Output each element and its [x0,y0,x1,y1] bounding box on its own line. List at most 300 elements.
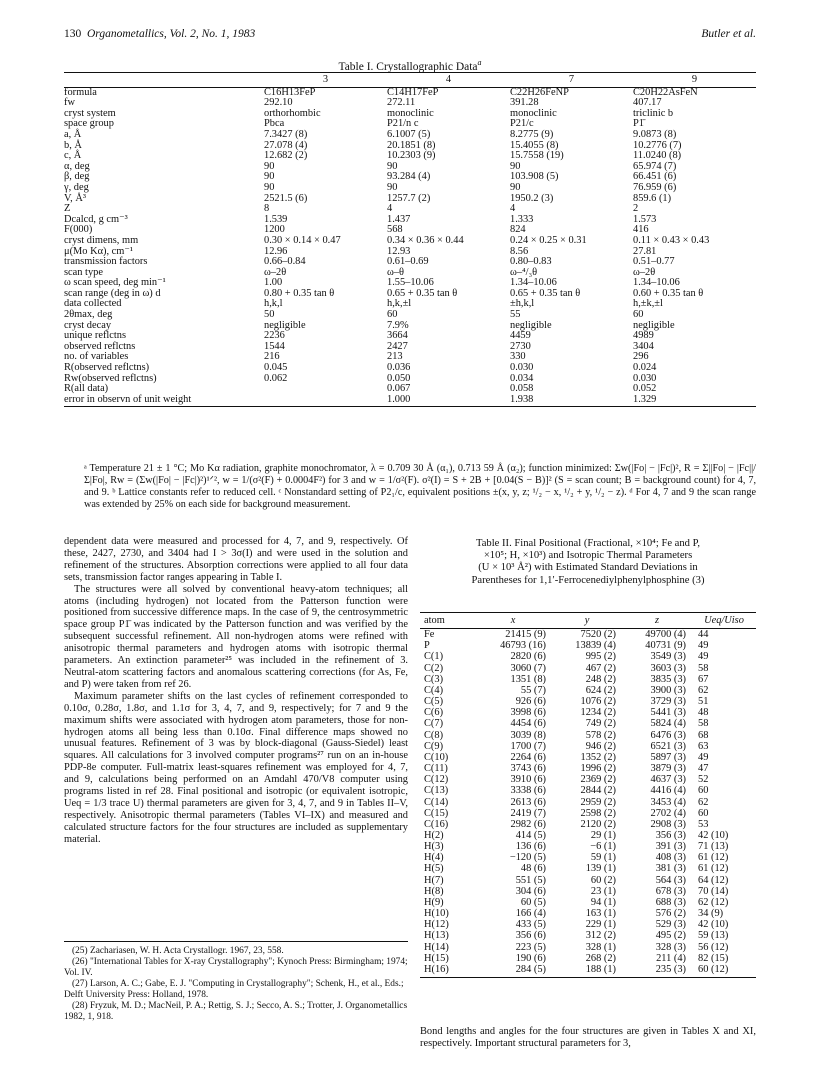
table1-cell: 76.959 (6) [633,181,677,193]
table2-cell: 166 (4) [515,908,546,920]
table1-cell: 2521.5 (6) [264,192,308,204]
table2-row [420,797,756,808]
table1-cell: 60 [387,309,398,321]
table2-row [420,819,756,830]
table1-cell: 0.51–0.77 [633,256,675,268]
table2-atom-label: H(16) [420,964,474,978]
table2-atom-label: C(3) [424,673,444,685]
table2-header-atom: atom [420,613,474,629]
table2-atom-label: C(14) [424,796,449,808]
table2-cell: 62 [698,796,709,808]
table2-cell: 688 (3) [655,896,686,908]
table2-cell: 2369 (2) [580,774,616,786]
table2-cell: 67 [698,673,709,685]
table2-atom-label: H(9) [424,896,444,908]
table2-cell: 624 (2) [585,684,616,696]
table2-cell: 68 [698,729,709,741]
table2-cell: 188 (1) [552,964,622,978]
table1-cell: 407.17 [633,97,662,109]
table2-row [420,696,756,707]
table1-cell: 568 [387,224,403,236]
table2-atom-label: C(7) [424,718,444,730]
table1-cell: 1.34–10.06 [510,277,557,289]
table1-cell: 50 [264,309,275,321]
table1-cell: 9.0873 (8) [633,128,677,140]
table2-atom-label: H(10) [424,908,449,920]
table2-cell: 229 (1) [585,919,616,931]
table1-cell: 0.66–0.84 [264,256,306,268]
table2-cell: 5897 (3) [650,751,686,763]
table1-cell: 0.60 + 0.35 tan θ [633,287,704,299]
table2-cell: 60 (2) [590,874,616,886]
table1-cell: 8 [264,203,270,215]
table1-cell: negligible [264,319,306,331]
table1-cell: negligible [633,319,675,331]
table1-cell: 824 [510,224,526,236]
table2-cell: 48 [698,707,709,719]
table2-cell: 55 (7) [520,684,546,696]
table2-cell: 2982 (6) [510,818,546,830]
table2-cell: 163 (1) [585,908,616,920]
table1-cell: 1.437 [387,213,411,225]
table2-row [420,663,756,674]
table1-row [64,215,756,226]
table2-row [420,930,756,941]
table2-cell: 3998 (6) [510,707,546,719]
table2-cell: 61 (12) [698,852,729,864]
table2-cell: 1700 (7) [510,740,546,752]
table2-atom-label: C(4) [424,684,444,696]
table2-row [420,707,756,718]
table2-cell: 49700 (4) [645,629,686,641]
table1-cell: h,k,l [264,298,283,310]
table1-param-label: F(000) [64,224,93,236]
table2-cell: 995 (2) [585,651,616,663]
table2-cell: 284 (5) [474,964,552,978]
table2-cell: 381 (3) [655,863,686,875]
table1-cell: C16H13FeP [264,86,316,98]
table1-cell: 12.93 [387,245,411,257]
table1-cell: 0.036 [387,362,411,374]
table1-param-label: scan type [64,266,103,278]
table2-cell: 59 (1) [590,852,616,864]
table2-header-y: y [552,613,622,629]
table1-cell: 7.3427 (8) [264,128,308,140]
table2-cell: 1076 (2) [580,696,616,708]
table2-cell: 71 (13) [698,841,729,853]
table1-cell: 90 [510,181,521,193]
table1-cell: 292.10 [264,97,293,109]
table2-atom-label: C(16) [424,818,449,830]
running-head [64,28,756,46]
table2-row [420,752,756,763]
table1-cell: C20H22AsFeN [633,86,698,98]
table1-param-label: unique reflctns [64,330,127,342]
table2-cell: 223 (5) [515,941,546,953]
table2-cell: 139 (1) [585,863,616,875]
body-text-right: Bond lengths and angles for the four structures are given in Tables X and XI, respectively. Important structural parameters for 3, [420,1026,756,1049]
table1-param-label: data collected [64,298,122,310]
table1-cell: 0.052 [633,383,657,395]
table1-cell: 65.974 (7) [633,160,677,172]
table1-cell: 1.333 [510,213,534,225]
table1-cell: 2236 [264,330,285,342]
table1-title-text: Table I. Crystallographic Data [338,60,478,73]
table1-cell: 3664 [387,330,408,342]
table1-param-label: ω scan speed, deg min⁻¹ [64,277,166,289]
table1-cell: 90 [387,181,398,193]
table2-row [420,741,756,752]
table1-header-compound: 3 [264,73,387,88]
table1-cell: 1.573 [633,213,657,225]
table1-cell: 2730 [510,340,531,352]
table2-cell: 59 (13) [698,930,729,942]
table2-cell: 312 (2) [585,930,616,942]
table2-cell: 268 (2) [585,952,616,964]
table2-cell: 2702 (4) [650,807,686,819]
table1-row [64,183,756,194]
table1-cell: h,k,±l [387,298,412,310]
table1-cell: 90 [264,181,275,193]
table2-atom-label: H(5) [424,863,444,875]
table1-cell: 90 [510,160,521,172]
table1-cell: C14H17FeP [387,86,439,98]
table1-cell: 4 [387,203,393,215]
reference-item: (27) Larson, A. C.; Gabe, E. J. "Computing in Crystallography"; Schenk, H., et al., Eds.; Delft University Press: Holland, 1978. [64,979,404,1000]
table1-cell: P21/n c [387,118,419,130]
table1-row [64,194,756,205]
table2-positional-parameters [420,612,756,978]
table2-cell: 2820 (6) [510,651,546,663]
table2-cell: 53 [698,818,709,830]
table1-param-label: formula [64,86,97,98]
table2-cell: 2264 (6) [510,751,546,763]
table2-cell: 328 (3) [655,941,686,953]
table1-param-label: 2θmax, deg [64,309,113,321]
table2-title-line: Parentheses for 1,1′-Ferrocenediylphenylphosphine (3) [471,574,705,586]
table1-cell: 0.65 + 0.35 tan θ [387,287,458,299]
table2-cell: 29 (1) [590,829,616,841]
table1-row [64,342,756,353]
table1-cell: 15.4055 (8) [510,139,559,151]
table1-cell: 859.6 (1) [633,192,672,204]
table2-cell: 391 (3) [655,841,686,853]
table2-atom-label: C(5) [424,696,444,708]
table2-atom-label: H(7) [424,874,444,886]
table1-cell [264,384,387,395]
references-footnotes [64,941,408,1023]
table1-cell: monoclinic [387,107,434,119]
table1-cell: ω–2θ [264,266,287,278]
table2-cell: 356 (6) [515,930,546,942]
table2-row [420,785,756,796]
table1-header-blank [64,73,264,88]
table2-row [420,763,756,774]
table2-atom-label: C(1) [424,651,444,663]
table1-cell: 216 [264,351,280,363]
table2-cell: 34 (9) [698,908,724,920]
table2-atom-label: C(15) [424,807,449,819]
table1-param-label: cryst system [64,107,116,119]
table1-cell: 4 [510,203,516,215]
table1-cell: 0.34 × 0.36 × 0.44 [387,234,464,246]
table2-cell: 2959 (2) [580,796,616,808]
table2-cell: 749 (2) [585,718,616,730]
table1-param-label: no. of variables [64,351,129,363]
table2-cell: 576 (2) [655,908,686,920]
table1-cell: 55 [510,309,521,321]
table2-cell: 3453 (4) [650,796,686,808]
table2-atom-label: C(13) [424,785,449,797]
table2-row [420,886,756,897]
table2-cell: 328 (1) [585,941,616,953]
table1-cell: 0.65 + 0.35 tan θ [510,287,581,299]
table2-cell: 1351 (8) [510,673,546,685]
table2-cell: −120 (5) [509,852,546,864]
table2-cell: 42 (10) [698,919,729,931]
table2-cell: 4454 (6) [510,718,546,730]
table1-header-compound: 4 [387,73,510,88]
table2-cell: 49 [698,651,709,663]
table2-cell: 94 (1) [590,896,616,908]
table2-cell: 51 [698,696,709,708]
reference-item: (28) Fryzuk, M. D.; MacNeil, P. A.; Rettig, S. J.; Secco, A. S.; Trotter, J. Organometallics 1982, 1, 918. [64,1001,408,1022]
table2-cell: 60 (5) [520,896,546,908]
table1-param-label: error in observn of unit weight [64,395,264,407]
table1-cell: 0.062 [264,372,288,384]
table2-atom-label: H(15) [424,952,449,964]
table2-cell: 82 (15) [698,952,729,964]
table2-cell: 3549 (3) [650,651,686,663]
table2-atom-label: C(2) [424,662,444,674]
table1-cell: 60 [633,309,644,321]
table1-param-label: fw [64,97,75,109]
table1-cell: ω–⁴/₃θ [510,266,538,278]
table2-atom-label: C(11) [424,763,448,775]
running-head-authors: Butler et al. [701,28,756,40]
table2-atom-label: H(13) [424,930,449,942]
table1-param-label: cryst dimens, mm [64,234,139,246]
table1-title-footnote-mark: a [477,58,482,67]
table1-cell: 93.284 (4) [387,171,431,183]
table2-cell: 3879 (3) [650,763,686,775]
table1-row [64,395,756,407]
table2-row [420,875,756,886]
table1-param-label: R(observed reflctns) [64,362,150,374]
table2-cell: 3603 (3) [650,662,686,674]
table2-cell: 13839 (4) [575,640,616,652]
table1-cell: h,±k,±l [633,298,663,310]
table1-param-label: c, Å [64,150,82,162]
table1-cell: 0.058 [510,383,534,395]
table2-cell: 46793 (16) [500,640,546,652]
table1-cell: 1950.2 (3) [510,192,554,204]
table1-param-label: space group [64,118,114,130]
table1-cell: 0.034 [510,372,534,384]
table2-atom-label: H(4) [424,852,444,864]
table1-cell: 0.030 [633,372,657,384]
table1-cell: 4459 [510,330,531,342]
table2-row [420,651,756,662]
table2-cell: 52 [698,774,709,786]
table2-cell: 2844 (2) [580,785,616,797]
table1-param-label: b, Å [64,139,82,151]
table1-cell: 0.050 [387,372,411,384]
table1-cell: 391.28 [510,97,539,109]
table2-cell: 7520 (2) [580,629,616,641]
table2-cell: 4637 (3) [650,774,686,786]
table1-cell: 4989 [633,330,654,342]
table1-cell: 1544 [264,340,285,352]
table2-atom-label: C(8) [424,729,444,741]
table1-cell: 296 [633,351,649,363]
table2-cell: 58 [698,718,709,730]
table1-cell: 90 [264,160,275,172]
table1-param-label: observed reflctns [64,340,136,352]
table2-cell: 2613 (6) [510,796,546,808]
table2-atom-label: P [424,640,430,652]
table1-cell: 0.80 + 0.35 tan θ [264,287,335,299]
table2-row [420,908,756,919]
table2-cell: 551 (5) [515,874,546,886]
table2-cell: 235 (3) [622,964,692,978]
table1-cell: 272.11 [387,97,416,109]
table2-cell: 62 (12) [698,896,729,908]
table1-cell: orthorhombic [264,107,321,119]
table1-cell: 1.000 [387,395,510,407]
table2-cell: 3729 (3) [650,696,686,708]
table1-cell: negligible [510,319,552,331]
table2-atom-label: Fe [424,629,435,641]
table2-cell: 56 (12) [698,941,729,953]
table1-cell: 90 [264,171,275,183]
table1-cell: ±h,k,l [510,298,535,310]
table1-param-label: β, deg [64,171,90,183]
table1-cell: 15.7558 (19) [510,150,564,162]
table2-cell: 356 (3) [655,829,686,841]
table1-cell: 1257.7 (2) [387,192,431,204]
table1-cell: 103.908 (5) [510,171,559,183]
table2-cell: 64 (12) [698,874,729,886]
table1-cell: 1.329 [633,395,756,407]
table2-cell: 433 (5) [515,919,546,931]
table1-param-label: transmission factors [64,256,148,268]
table2-header-u: Ueq/Uiso [692,613,756,629]
table1-row [64,130,756,141]
table1-cell: 8.2775 (9) [510,128,554,140]
table1-cell: P21/c [510,118,534,130]
table2-title-line: (U × 10³ Å²) with Estimated Standard Deviations in [478,562,698,574]
table2-cell: 62 [698,684,709,696]
table1-cell: 20.1851 (8) [387,139,436,151]
table2-cell: 529 (3) [655,919,686,931]
table1-cell: 27.078 (4) [264,139,308,151]
table2-atom-label: C(9) [424,740,444,752]
table2-cell: 63 [698,740,709,752]
table1-header-compound: 7 [510,73,633,88]
table1-cell: 1.539 [264,213,288,225]
table2-cell: 2120 (2) [580,818,616,830]
table2-row [420,919,756,930]
table2-cell: 3338 (6) [510,785,546,797]
table2-row [420,718,756,729]
table1-cell: 1.34–10.06 [633,277,680,289]
table2-row [420,730,756,741]
table1-cell: 213 [387,351,403,363]
table1-cell: 1.938 [510,395,633,407]
table2-cell: 60 (12) [692,964,756,978]
table1-cell: 3404 [633,340,654,352]
journal-citation: Organometallics, Vol. 2, No. 1, 1983 [87,28,256,40]
table1-cell: 27.81 [633,245,657,257]
table1-param-label: Dcalcd, g cm⁻³ [64,213,128,225]
table1-cell: 11.0240 (8) [633,150,682,162]
table1-cell: P1̄ [633,118,644,130]
table2-cell: 6476 (3) [650,729,686,741]
table1-title [64,58,756,73]
table2-cell: −6 (1) [590,841,616,853]
table1-footnote: ᵃ Temperature 21 ± 1 °C; Mo Kα radiation, graphite monochromator, λ = 0.709 30 Å (α₁), 0.713 59 Å (α₂); function minimized: Σw(|Fo| − |Fc|)², R = Σ||Fo| − |Fc||/Σ|Fo|, Rw = (Σw(|Fo| − |Fc|)²)¹ᐟ², w = 1/(σ²(F) + 0.0004F²) for 3 and w = 1/σ²(F). σ²(I) = S + 2B + [0.04(S − B)]² (S = scan count; B = background count) for 4, 7, and 9. ᵇ Lattice constants refer to reduced cell. ᶜ Nonstandard setting of P2₁/c, equivalent positions ±(x, y, z; ¹/₂ − x, ¹/₂ + y, ¹/₂ − z). ᵈ For 4, 7 and 9 the scan range was extended by 25% on each side for background measurement. [84,463,756,510]
table2-title-line: Table II. Final Positional (Fractional, ×10⁴; Fe and P, [475,538,700,549]
table2-cell: 6521 (3) [650,740,686,752]
table2-cell: 564 (3) [655,874,686,886]
table2-cell: 58 [698,662,709,674]
table1-param-label: α, deg [64,160,90,172]
table2-cell: 61 (12) [698,863,729,875]
table2-cell: 42 (10) [698,829,729,841]
table1-cell: 7.9% [387,319,409,331]
table1-cell: ω–θ [387,266,405,278]
table2-cell: 49 [698,640,709,652]
table1-cell: 10.2303 (9) [387,150,436,162]
table1-cell: 0.030 [510,362,534,374]
table2-cell: 2419 (7) [510,807,546,819]
table2-cell: 49 [698,751,709,763]
table1-param-label: Rw(observed reflctns) [64,372,157,384]
table2-cell: 40731 (9) [645,640,686,652]
table2-atom-label: H(14) [424,941,449,953]
table1-param-label: cryst decay [64,319,112,331]
table2-cell: 3039 (8) [510,729,546,741]
table1-row [64,236,756,247]
running-head-left [64,28,255,40]
table2-atom-label: H(12) [424,919,449,931]
table2-row [420,674,756,685]
table2-row [420,808,756,819]
table1-row [64,299,756,310]
table2-cell: 3060 (7) [510,662,546,674]
table1-cell: 0.80–0.83 [510,256,552,268]
table1-cell: 0.024 [633,362,657,374]
table1-cell: 330 [510,351,526,363]
table2-atom-label: C(10) [424,751,449,763]
table1-header-row [64,73,756,88]
body-paragraph: Maximum parameter shifts on the last cycles of refinement corresponded to 0.10σ, 0.28σ, 1.8σ, and 1.1σ for 3, 4, 7, and 9, respectively; for 7 and 9 the maximum shifts were associated with hydrogen atom parameters, those for non-hydrogen atoms all being less than 0.10σ. Final difference maps showed no unusual features. Refinement of 3 was by block-diagonal (Gauss-Siedel) least squares. All calculations for 3 involved computer programs²⁷ run on an in-house PDP-8e computer. Full-matrix least-squares refinement was employed for 4, 7, and 9, calculations being performed on an Amdahl 470/V8 computer using programs listed in ref 28. Final positional and isotropic (or equivalent isotropic, Ueq = 1/3 trace U) thermal parameters are given for 3, 4, 7, and 9 in Tables II–V, respectively. Anisotropic thermal parameters (Tables VI–IX) and measured and calculated structure factors for the four structures are included as supplementary material. [64,690,408,845]
table2-cell: 44 [698,629,709,641]
table1-cell: 0.61–0.69 [387,256,429,268]
table1-cell: 6.1007 (5) [387,128,431,140]
table1-cell: 90 [387,160,398,172]
table2-row [420,685,756,696]
table2-cell: 23 (1) [590,885,616,897]
table2-row [420,852,756,863]
table1-cell: 12.96 [264,245,288,257]
table1-cell: 0.067 [387,383,411,395]
table2-cell: 5441 (3) [650,707,686,719]
page-number: 130 [64,28,82,40]
table2-cell: 60 [698,807,709,819]
table2-cell: 304 (6) [515,885,546,897]
